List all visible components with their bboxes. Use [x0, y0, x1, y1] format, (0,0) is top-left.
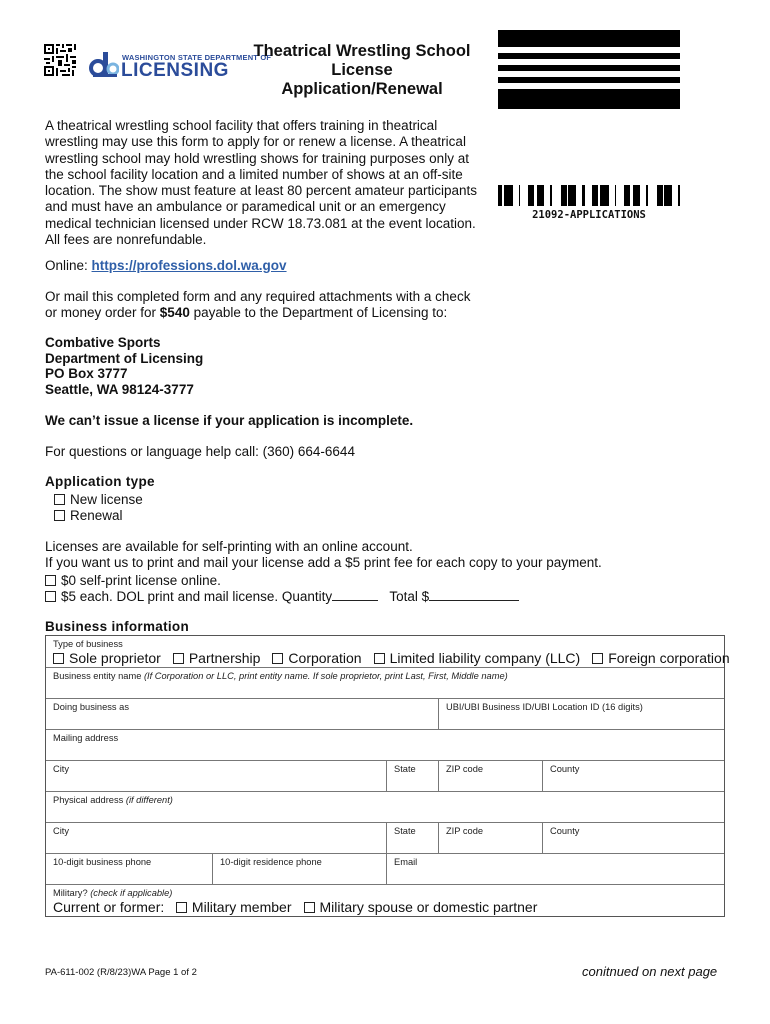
mailing-address-label: Mailing address: [53, 733, 119, 743]
online-label: Online:: [45, 258, 92, 273]
checkbox[interactable]: [176, 902, 187, 913]
state-label: State: [394, 764, 416, 774]
option-new-license[interactable]: New license: [54, 492, 143, 508]
ubi-cell[interactable]: [438, 699, 724, 729]
type-sole-proprietor[interactable]: Sole proprietor: [53, 650, 161, 666]
military-hint: (check if applicable): [90, 888, 173, 898]
agency-name-small: WASHINGTON STATE DEPARTMENT OF: [122, 53, 272, 62]
row-mailing-address[interactable]: [46, 730, 724, 761]
entity-name-hint: (If Corporation or LLC, print entity name. If sole proprietor, print Last, First, Middle name): [143, 671, 508, 681]
checkbox[interactable]: [272, 653, 283, 664]
online-link[interactable]: https://professions.dol.wa.gov: [91, 258, 287, 273]
military-member-option[interactable]: Military member: [176, 899, 292, 915]
county-cell[interactable]: [542, 761, 724, 791]
barcode-block: [498, 185, 680, 221]
type-foreign-corporation[interactable]: Foreign corporation: [592, 650, 729, 666]
form-title: [236, 42, 488, 99]
title-line-1: Theatrical Wrestling School: [253, 42, 471, 60]
military-prefix: Current or former:: [53, 899, 165, 915]
checkbox[interactable]: [374, 653, 385, 664]
type-llc[interactable]: Limited liability company (LLC): [374, 650, 581, 666]
option-self-print[interactable]: $0 self-print license online.: [45, 573, 221, 589]
checkbox[interactable]: [53, 653, 64, 664]
type-partnership[interactable]: Partnership: [173, 650, 261, 666]
physical-address-hint: (if different): [125, 795, 173, 805]
checkbox[interactable]: [45, 591, 56, 602]
incomplete-notice: We can’t issue a license if your application is incomplete.: [45, 413, 414, 428]
military-label: Military?: [53, 888, 91, 898]
business-phone-label: 10-digit business phone: [53, 857, 152, 867]
row-physical-city: [46, 823, 724, 854]
fee-amount: $540: [159, 305, 190, 320]
state-cell[interactable]: [386, 823, 438, 853]
dba-label: Doing business as: [53, 702, 129, 712]
application-type-heading: Application type: [45, 474, 155, 489]
physical-address-label: Physical address: [53, 795, 126, 805]
county-cell[interactable]: [542, 823, 724, 853]
ubi-label: UBI/UBI Business ID/UBI Location ID (16 digits): [446, 702, 643, 712]
option-renewal[interactable]: Renewal: [54, 508, 123, 524]
checkbox[interactable]: [54, 494, 65, 505]
help-line: For questions or language help call: (360) 664-6644: [45, 444, 355, 459]
zip-cell[interactable]: [438, 761, 542, 791]
business-type-options: [53, 650, 730, 666]
row-military: [46, 885, 724, 916]
title-line-3: Application/Renewal: [281, 80, 443, 98]
row-mailing-city: [46, 761, 724, 792]
residence-phone-cell[interactable]: [212, 854, 386, 884]
row-dba-ubi: [46, 699, 724, 730]
row-entity-name[interactable]: [46, 668, 724, 699]
title-line-2: License: [331, 61, 393, 79]
dol-logo-icon: [89, 50, 119, 78]
checkbox[interactable]: [54, 510, 65, 521]
row-business-type: [46, 636, 730, 668]
agency-name-big: LICENSING: [121, 60, 229, 81]
business-info-heading: Business information: [45, 619, 190, 634]
state-cell[interactable]: [386, 761, 438, 791]
checkbox[interactable]: [45, 575, 56, 586]
email-label: Email: [394, 857, 418, 867]
state-label: State: [394, 826, 416, 836]
form-id: PA-611-002 (R/8/23)WA Page 1 of 2: [45, 967, 197, 978]
option-dol-print[interactable]: $5 each. DOL print and mail license. Quantity Total $: [45, 589, 519, 605]
checkbox[interactable]: [592, 653, 603, 664]
print-line-2: If you want us to print and mail your license add a $5 print fee for each copy to your payment.: [45, 555, 602, 570]
online-line: [45, 258, 287, 274]
row-phones-email: [46, 854, 724, 885]
entity-name-label: Business entity name: [53, 671, 144, 681]
county-label: County: [550, 764, 580, 774]
zip-label: ZIP code: [446, 764, 484, 774]
type-corporation[interactable]: Corporation: [272, 650, 361, 666]
barcode-text: 21092-APPLICATIONS: [532, 209, 646, 221]
quantity-field[interactable]: [332, 589, 378, 601]
business-type-label: Type of business: [53, 639, 123, 649]
business-info-table: [45, 635, 730, 917]
mailing-address: Combative Sports Department of Licensing PO Box 3777 Seattle, WA 98124-3777: [45, 335, 204, 397]
military-options: [53, 899, 549, 915]
total-field[interactable]: [429, 589, 519, 601]
checkbox[interactable]: [173, 653, 184, 664]
mail-instructions: [45, 289, 515, 321]
continued-note: conitnued on next page: [582, 964, 718, 979]
mail-line-1: Or mail this completed form and any required attachments with a check: [45, 289, 471, 304]
zip-label: ZIP code: [446, 826, 484, 836]
city-label: City: [53, 826, 70, 836]
city-label: City: [53, 764, 70, 774]
office-use-bars: [498, 30, 680, 109]
row-physical-address[interactable]: [46, 792, 724, 823]
total-label: Total $: [389, 589, 430, 604]
intro-paragraph: A theatrical wrestling school facility that offers training in theatrical wrestling may use this form to apply for or renew a license. A theatrical wrestling school may hold wrestling shows for training purposes only at the school facility location and a limited number of shows at an off-site location. The show must feature at least 80 percent amateur participants and must have an ambulance or paramedical unit or an emergency medical technician licensed under RCW 18.73.081 at the event location. All fees are nonrefundable.: [45, 118, 477, 248]
residence-phone-label: 10-digit residence phone: [220, 857, 322, 867]
print-line-1: Licenses are available for self-printing with an online account.: [45, 539, 413, 554]
qr-code-icon: [44, 44, 76, 76]
county-label: County: [550, 826, 580, 836]
checkbox[interactable]: [304, 902, 315, 913]
mail-line-2: or money order for $540 payable to the Department of Licensing to:: [45, 305, 448, 320]
zip-cell[interactable]: [438, 823, 542, 853]
email-cell[interactable]: [386, 854, 724, 884]
military-spouse-option[interactable]: Military spouse or domestic partner: [304, 899, 538, 915]
barcode-icon: [498, 185, 680, 206]
